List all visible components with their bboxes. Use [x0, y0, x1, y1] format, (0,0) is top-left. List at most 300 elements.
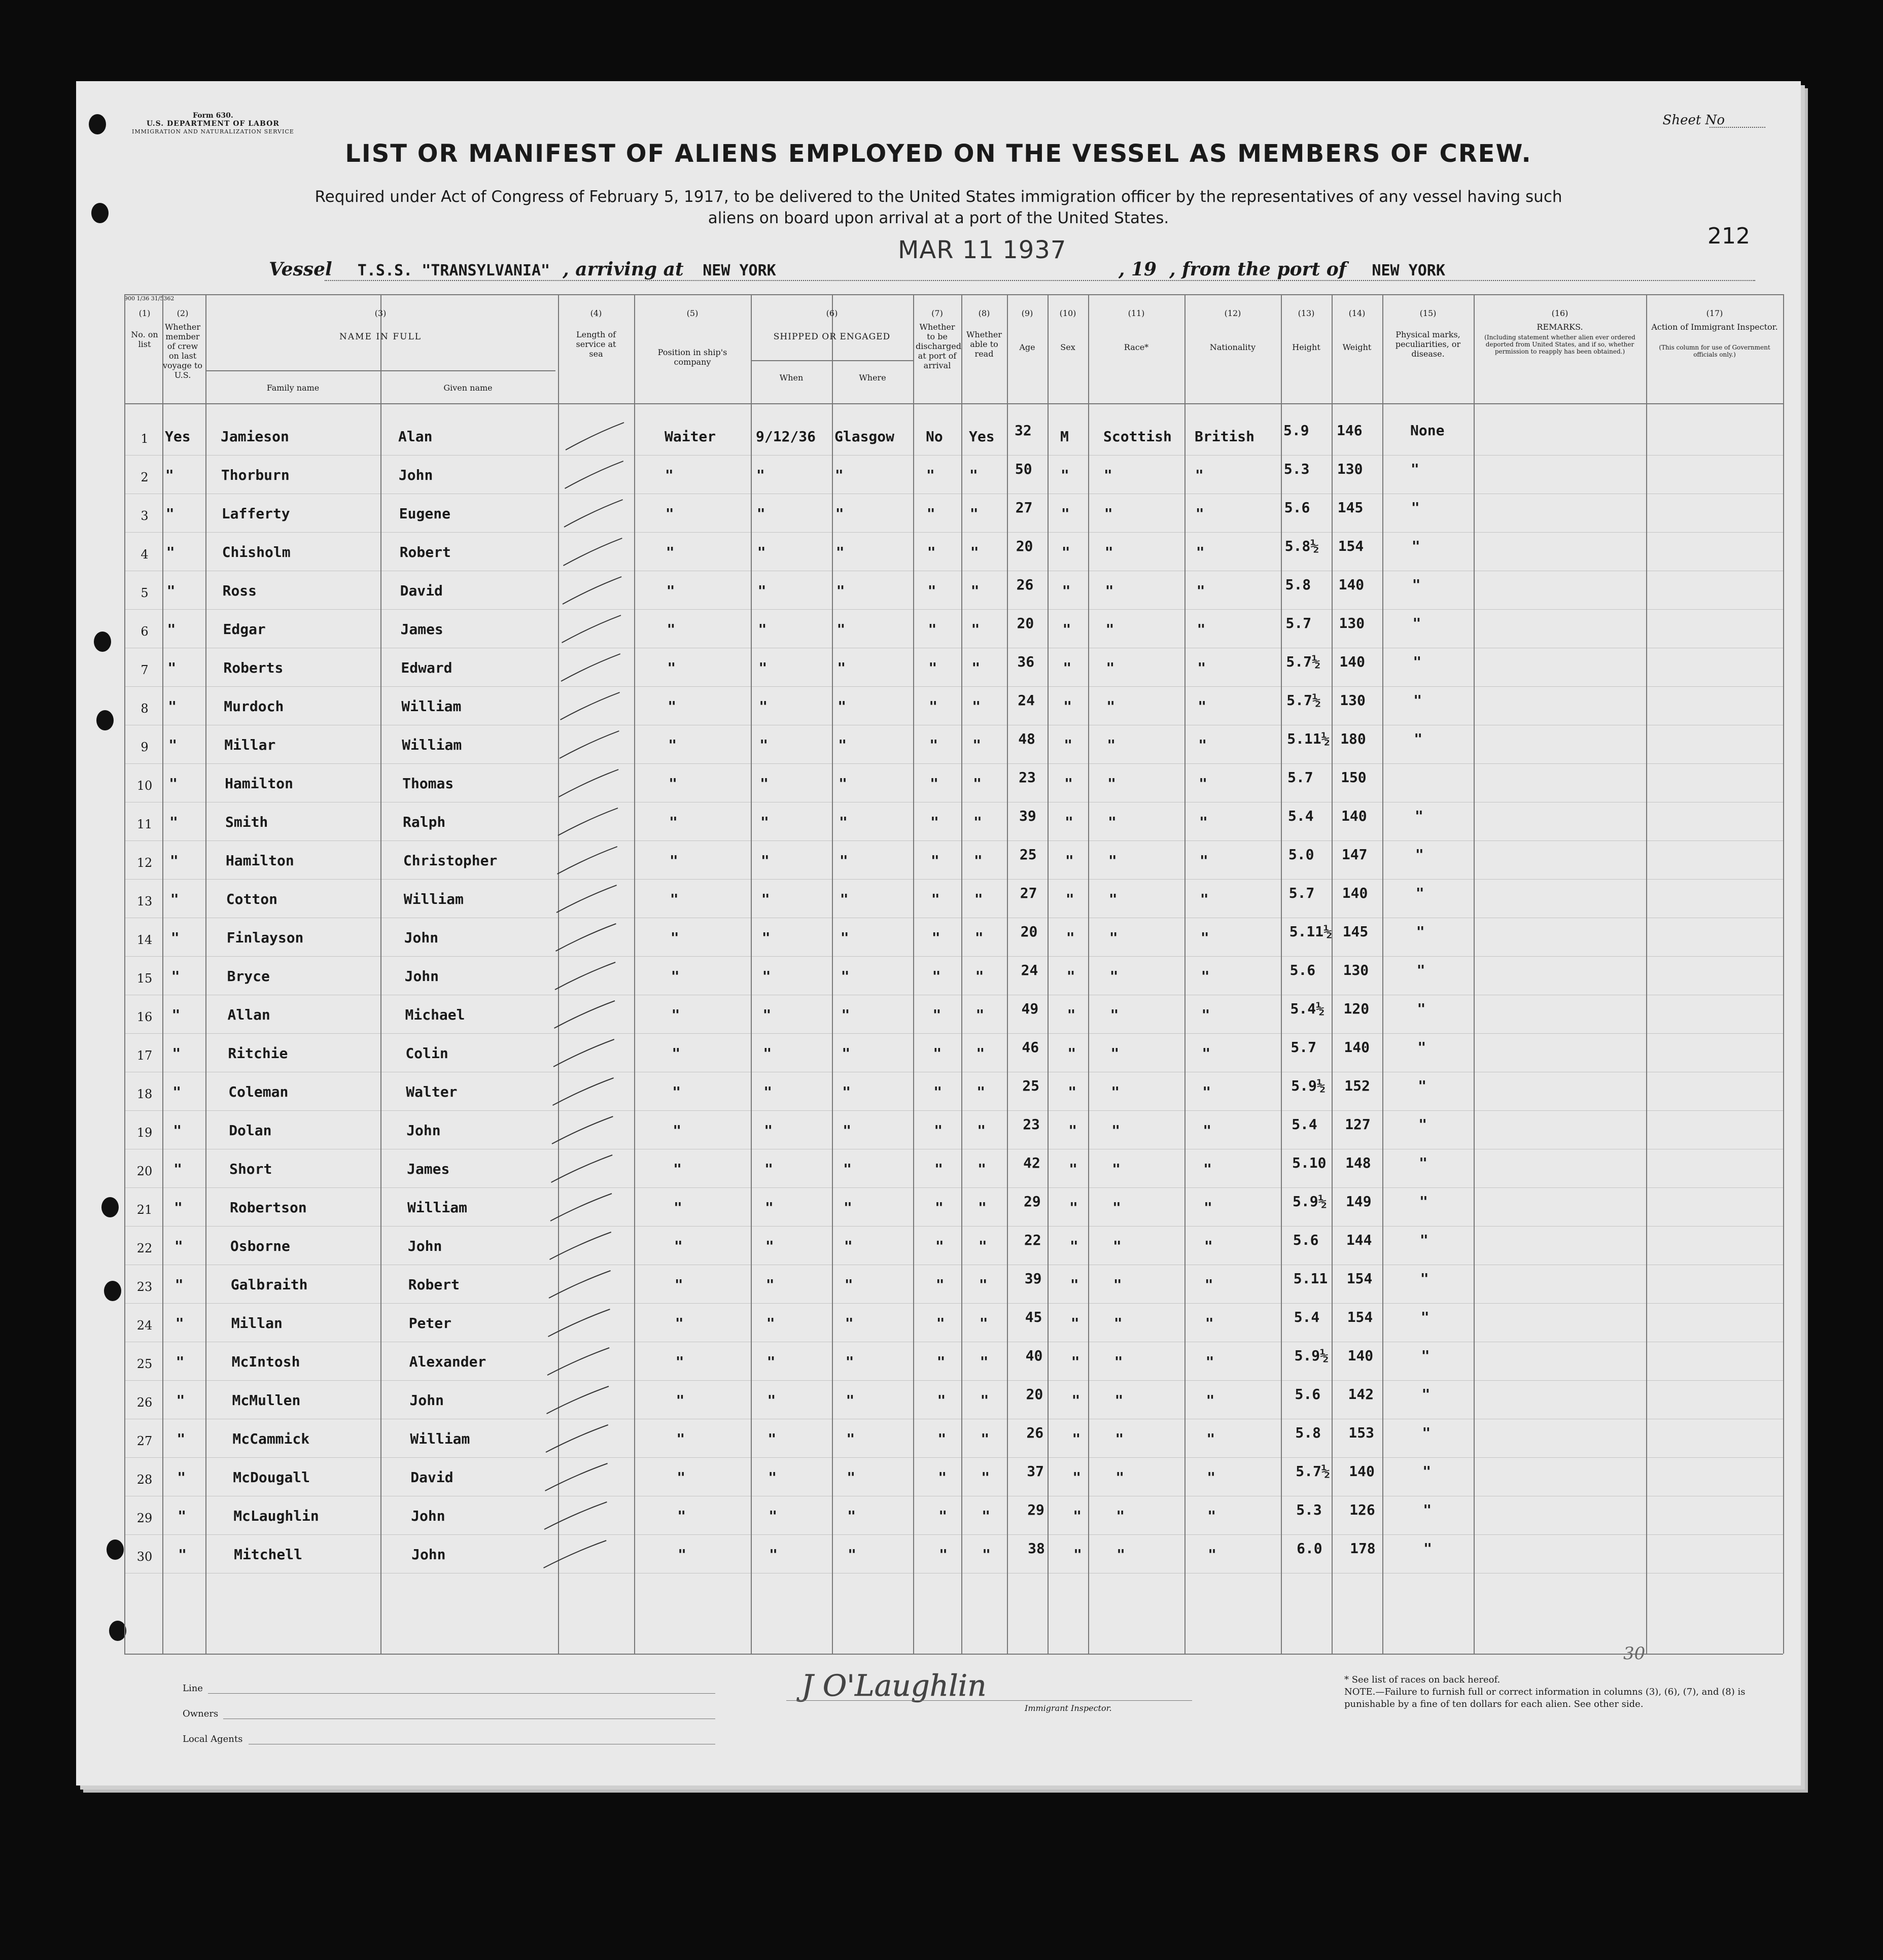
service-slash — [564, 538, 622, 566]
col-where: " — [845, 1353, 854, 1370]
col-given-name: William — [407, 1199, 468, 1216]
col-discharged: " — [934, 1161, 943, 1177]
col-nationality: " — [1198, 698, 1207, 715]
row-number: 10 — [136, 779, 153, 793]
col-nationality: " — [1206, 1392, 1215, 1409]
col-where: " — [837, 659, 846, 676]
col-position: " — [670, 929, 679, 946]
col-height: 5.9½ — [1293, 1193, 1327, 1210]
col-read: " — [975, 1006, 985, 1023]
col-race: " — [1107, 775, 1116, 792]
col-given-name: Robert — [408, 1276, 460, 1293]
col-sex: " — [1060, 467, 1069, 483]
col-family-name: Thorburn — [221, 467, 290, 483]
col-marks: " — [1411, 499, 1420, 516]
col-read: " — [973, 814, 982, 830]
col-age: 23 — [1019, 769, 1036, 786]
col-given-name: John — [406, 1122, 441, 1139]
col-race: " — [1108, 814, 1117, 830]
col-prev-voyage: " — [172, 1045, 181, 1062]
col-prev-voyage: " — [165, 467, 174, 483]
col-marks: " — [1420, 1270, 1429, 1287]
col-position: " — [669, 852, 678, 869]
col-16-num: (16) — [1551, 308, 1568, 318]
col-race: " — [1112, 1161, 1121, 1177]
footnote — [1344, 1674, 1760, 1710]
col-11-num: (11) — [1128, 308, 1145, 318]
col-age: 40 — [1025, 1347, 1043, 1364]
col-age: 20 — [1026, 1386, 1043, 1403]
col-race: " — [1112, 1238, 1122, 1254]
col-given-name: John — [411, 1546, 446, 1563]
service-slash — [561, 654, 620, 681]
col-discharged: " — [926, 505, 935, 522]
col-14-num: (14) — [1348, 308, 1366, 318]
col-2-header: Whether member of crew on last voyage to U.S. — [162, 322, 203, 380]
col-6-header: SHIPPED OR ENGAGED — [773, 332, 891, 342]
col-discharged: " — [933, 1083, 943, 1100]
column-divider — [1088, 294, 1089, 1654]
col-sex: " — [1071, 1353, 1080, 1370]
col-nationality: " — [1202, 1083, 1211, 1100]
col-discharged: " — [933, 1045, 942, 1062]
local-agents-label: Local Agents — [183, 1734, 243, 1744]
col-family-name: McIntosh — [231, 1353, 300, 1370]
line-label: Line — [183, 1683, 203, 1694]
col-nationality: " — [1200, 929, 1209, 946]
col-race: " — [1104, 544, 1113, 561]
row-number: 5 — [141, 586, 149, 600]
punch-hole — [96, 710, 114, 730]
row-number: 24 — [136, 1318, 153, 1333]
col-marks: " — [1412, 615, 1421, 632]
col-sex: " — [1073, 1546, 1082, 1563]
col-when: " — [769, 1546, 778, 1563]
col-when: " — [765, 1199, 774, 1216]
col-prev-voyage: " — [167, 659, 177, 676]
col-age: 26 — [1016, 576, 1034, 593]
column-divider — [1783, 294, 1784, 1654]
col-nationality: " — [1201, 968, 1210, 985]
col-family-name: Bryce — [227, 968, 270, 985]
col-position: " — [675, 1315, 684, 1332]
col-5-header: Position in ship's company — [657, 347, 727, 367]
col-marks: " — [1419, 1154, 1427, 1171]
row-number: 30 — [136, 1550, 153, 1564]
col-when: " — [768, 1430, 777, 1447]
col-when: " — [765, 1276, 775, 1293]
row-number: 15 — [136, 971, 153, 986]
col-marks: " — [1414, 730, 1423, 747]
col-read: " — [974, 891, 983, 907]
where-header: Where — [859, 373, 886, 382]
service-slash — [553, 1039, 614, 1067]
col-age: 36 — [1017, 653, 1035, 670]
row-number: 16 — [136, 1010, 153, 1024]
col-race: " — [1111, 1122, 1121, 1139]
col-weight: 149 — [1346, 1193, 1372, 1210]
col-9-header: Age — [1019, 342, 1035, 352]
col-where: " — [838, 698, 847, 715]
col-marks: " — [1412, 576, 1421, 593]
col-race: " — [1115, 1430, 1124, 1447]
col-where: " — [841, 968, 850, 985]
col-given-name: Michael — [405, 1006, 465, 1023]
col-nationality: " — [1204, 1238, 1213, 1254]
col-read: " — [971, 621, 980, 638]
col-prev-voyage: " — [175, 1276, 184, 1293]
col-height: 5.6 — [1293, 1232, 1319, 1248]
col-when: " — [759, 737, 769, 753]
col-14-header: Weight — [1342, 342, 1372, 352]
col-when: " — [759, 698, 768, 715]
col-weight: 154 — [1338, 538, 1364, 554]
col-16-header: REMARKS. — [1537, 322, 1583, 332]
col-prev-voyage: " — [178, 1508, 187, 1524]
col-prev-voyage: " — [170, 929, 180, 946]
col-read: " — [977, 1122, 986, 1139]
col-read: " — [981, 1430, 990, 1447]
col-marks: " — [1423, 1540, 1432, 1557]
col-position: " — [674, 1238, 683, 1254]
column-divider — [1332, 294, 1333, 1654]
col-height: 5.8 — [1295, 1424, 1321, 1441]
col-height: 5.9½ — [1291, 1077, 1326, 1094]
col-weight: 130 — [1343, 962, 1369, 978]
row-number: 28 — [136, 1473, 153, 1487]
service-slash — [557, 847, 617, 874]
col-where: " — [839, 775, 847, 792]
service-name: IMMIGRATION AND NATURALIZATION SERVICE — [132, 128, 294, 135]
col-family-name: Galbraith — [230, 1276, 308, 1293]
row-number: 4 — [141, 547, 149, 562]
col-given-name: Peter — [408, 1315, 451, 1332]
col-age: 29 — [1024, 1193, 1041, 1210]
col-sex: " — [1064, 737, 1073, 753]
service-slash — [548, 1309, 610, 1337]
col-1-header: No. on list — [131, 330, 158, 349]
col-12-num: (12) — [1224, 308, 1241, 318]
col-age: 50 — [1015, 461, 1032, 477]
col-race: " — [1115, 1469, 1125, 1486]
col-when: " — [767, 1392, 776, 1409]
col-sex: " — [1069, 1238, 1078, 1254]
col-weight: 154 — [1347, 1309, 1373, 1325]
col-given-name: William — [410, 1430, 470, 1447]
col-position: " — [667, 621, 676, 638]
col-when: " — [769, 1508, 778, 1524]
col-given-name: Edward — [401, 659, 452, 676]
service-slash — [561, 692, 620, 720]
col-position: " — [674, 1276, 683, 1293]
col-17-num: (17) — [1706, 308, 1723, 318]
col-where: " — [842, 1083, 851, 1100]
col-read: " — [971, 659, 981, 676]
col-family-name: Allan — [227, 1006, 270, 1023]
col-read: " — [974, 929, 984, 946]
col-nationality: " — [1205, 1315, 1214, 1332]
col-read: " — [970, 544, 979, 561]
col-age: 26 — [1026, 1424, 1044, 1441]
col-7-num: (7) — [931, 308, 943, 318]
service-slash — [559, 769, 619, 797]
row-number: 6 — [141, 624, 149, 639]
col-read: " — [970, 582, 980, 599]
row-number: 20 — [136, 1164, 153, 1178]
from-port-label: , from the port of — [1169, 259, 1347, 280]
col-read: " — [973, 775, 982, 792]
fine-note: NOTE.—Failure to furnish full or correct information in columns (3), (6), (7), and (8) is punishable by a fine of ten dollars for each alien. See other side. — [1344, 1687, 1746, 1709]
col-height: 5.7 — [1291, 1039, 1316, 1056]
col-marks: " — [1419, 1193, 1428, 1210]
when-header: When — [779, 373, 804, 382]
col-height: 5.7 — [1288, 885, 1315, 901]
col-height: 5.7 — [1285, 615, 1312, 632]
col-prev-voyage: " — [171, 968, 180, 985]
col-race: " — [1105, 582, 1114, 599]
service-slash — [555, 962, 615, 990]
column-divider — [124, 294, 125, 1654]
col-when: " — [766, 1353, 776, 1370]
col-nationality: " — [1204, 1199, 1212, 1216]
sheet-no-line — [1710, 127, 1765, 128]
col-height: 5.6 — [1289, 962, 1316, 978]
col-weight: 120 — [1343, 1000, 1370, 1017]
col-weight: 144 — [1346, 1232, 1372, 1248]
col-prev-voyage: " — [169, 852, 179, 869]
col-race: " — [1104, 505, 1113, 522]
col-nationality: " — [1200, 891, 1209, 907]
col-race: " — [1109, 929, 1118, 946]
col-when: " — [761, 891, 770, 907]
col-height: 5.11½ — [1289, 923, 1332, 940]
col-marks: " — [1415, 846, 1424, 863]
col-given-name: William — [401, 698, 462, 715]
col-given-name: John — [411, 1508, 445, 1524]
col-discharged: " — [939, 1546, 948, 1563]
service-slash — [551, 1155, 613, 1182]
col-where: " — [839, 852, 848, 869]
col-race: " — [1113, 1276, 1122, 1293]
col-read: " — [978, 1199, 987, 1216]
col-marks: " — [1416, 923, 1425, 940]
col-discharged: " — [932, 1006, 942, 1023]
col-nationality: " — [1196, 544, 1205, 561]
col-nationality: British — [1195, 428, 1255, 445]
col-marks: " — [1416, 962, 1425, 978]
col-given-name: Ralph — [403, 814, 446, 830]
col-age: 25 — [1019, 846, 1037, 863]
punch-hole — [107, 1539, 124, 1560]
col-race: " — [1110, 1006, 1119, 1023]
col-age: 49 — [1021, 1000, 1039, 1017]
col-when: " — [758, 659, 768, 676]
col-race: " — [1106, 698, 1115, 715]
row-number: 2 — [141, 470, 149, 484]
vessel-label: Vessel — [269, 259, 332, 280]
col-given-name: James — [407, 1161, 450, 1177]
service-slash — [566, 423, 624, 450]
punch-hole — [101, 1197, 119, 1217]
col-family-name: McCammick — [232, 1430, 310, 1447]
col-height: 5.4 — [1292, 1116, 1317, 1133]
col-nationality: " — [1199, 775, 1207, 792]
col-age: 48 — [1018, 730, 1035, 747]
col-when: " — [768, 1469, 777, 1486]
col-nationality: " — [1197, 621, 1206, 638]
col-age: 25 — [1022, 1077, 1040, 1094]
col-position: " — [677, 1508, 686, 1524]
col-discharged: " — [929, 737, 938, 753]
col-where: " — [844, 1199, 852, 1216]
col-height: 5.6 — [1284, 499, 1310, 516]
service-slash — [544, 1541, 607, 1568]
col-discharged: " — [927, 582, 936, 599]
col-marks: None — [1410, 422, 1445, 439]
col-when: " — [763, 1045, 772, 1062]
col-3-header: NAME IN FULL — [339, 332, 422, 342]
service-slash — [544, 1502, 607, 1529]
col-prev-voyage: " — [172, 1083, 182, 1100]
col-age: 20 — [1020, 923, 1038, 940]
col-age: 20 — [1016, 538, 1033, 554]
col-race: " — [1107, 737, 1116, 753]
col-position: " — [675, 1353, 684, 1370]
col-weight: 130 — [1337, 461, 1363, 477]
col-marks: " — [1422, 1424, 1431, 1441]
punch-hole — [109, 1621, 126, 1641]
col-sex: " — [1073, 1508, 1082, 1524]
col-nationality: " — [1202, 1045, 1211, 1062]
row-number: 8 — [141, 702, 149, 716]
column-divider — [913, 294, 914, 1654]
col-nationality: " — [1207, 1469, 1216, 1486]
col-when: " — [766, 1315, 775, 1332]
col-11-header: Race* — [1124, 342, 1149, 352]
col-where: " — [836, 582, 845, 599]
col-position: " — [669, 775, 677, 792]
col-sex: " — [1072, 1430, 1081, 1447]
col-when: " — [765, 1238, 774, 1254]
col-where: " — [839, 814, 848, 830]
col-nationality: " — [1195, 505, 1204, 522]
col-height: 5.7½ — [1296, 1463, 1330, 1480]
col-when: " — [760, 814, 769, 830]
given-name-header: Given name — [443, 383, 493, 393]
col-height: 6.0 — [1297, 1540, 1322, 1557]
sheet-no-label: Sheet No — [1662, 113, 1725, 128]
col-height: 5.8½ — [1284, 538, 1319, 554]
col-prev-voyage: " — [165, 505, 175, 522]
col-read: " — [980, 1392, 989, 1409]
col-position: " — [671, 1006, 680, 1023]
col-where: Glasgow — [834, 428, 895, 445]
col-age: 42 — [1023, 1154, 1040, 1171]
service-slash — [552, 1116, 613, 1144]
col-read: " — [969, 467, 978, 483]
col-race: " — [1116, 1508, 1125, 1524]
service-slash — [562, 615, 621, 643]
owners-label: Owners — [183, 1708, 219, 1719]
col-8-header: Whether able to read — [966, 330, 1002, 359]
col-17-note: (This column for use of Government officials only.) — [1659, 344, 1770, 358]
col-given-name: Thomas — [402, 775, 454, 792]
col-marks: " — [1413, 692, 1422, 709]
col-position: " — [677, 1469, 686, 1486]
col-read: " — [979, 1276, 988, 1293]
col-family-name: Chisholm — [222, 544, 291, 561]
col-height: 5.9 — [1283, 422, 1309, 439]
col-read: " — [972, 737, 982, 753]
col-position: " — [676, 1392, 685, 1409]
col-given-name: James — [400, 621, 443, 638]
col-family-name: Hamilton — [225, 775, 293, 792]
col-weight: 130 — [1340, 692, 1366, 709]
manifest-sheet — [76, 81, 1801, 1786]
col-sex: " — [1070, 1315, 1079, 1332]
service-slash — [556, 885, 617, 913]
col-when: " — [760, 852, 770, 869]
col-prev-voyage: " — [178, 1546, 187, 1563]
col-race: " — [1113, 1315, 1123, 1332]
col-discharged: " — [930, 814, 939, 830]
department-name: U.S. DEPARTMENT OF LABOR — [146, 120, 280, 128]
print-code: 900 1/36 31/5362 — [124, 295, 175, 302]
col-weight: 142 — [1348, 1386, 1374, 1403]
col-age: 46 — [1022, 1039, 1039, 1056]
col-marks: " — [1417, 1039, 1426, 1056]
col-where: " — [835, 544, 845, 561]
vessel-line — [269, 259, 1445, 280]
service-slash — [563, 577, 621, 604]
row-number: 12 — [136, 856, 153, 870]
col-position: " — [678, 1546, 686, 1563]
col-where: " — [844, 1238, 853, 1254]
col-when: " — [756, 467, 765, 483]
col-height: 5.4½ — [1290, 1000, 1324, 1017]
signature-text: J O'Laughlin — [801, 1668, 987, 1703]
col-prev-voyage: " — [169, 814, 178, 830]
column-divider — [1646, 294, 1647, 1654]
col-sex: M — [1060, 428, 1069, 445]
vessel-dotline — [325, 280, 1755, 281]
col-age: 23 — [1023, 1116, 1040, 1133]
col-prev-voyage: " — [169, 775, 178, 792]
col-sex: " — [1065, 852, 1074, 869]
col-12-header: Nationality — [1209, 342, 1256, 352]
col-read: " — [977, 1083, 986, 1100]
col-family-name: Mitchell — [234, 1546, 302, 1563]
col-prev-voyage: " — [170, 891, 179, 907]
col-race: " — [1112, 1199, 1121, 1216]
col-position: " — [668, 737, 677, 753]
col-height: 5.11 — [1293, 1270, 1328, 1287]
service-slash — [560, 731, 619, 758]
col-prev-voyage: " — [168, 698, 177, 715]
arriving-port: NEW YORK — [703, 262, 776, 279]
col-height: 5.7 — [1287, 769, 1313, 786]
from-port: NEW YORK — [1372, 262, 1445, 279]
column-divider — [1007, 294, 1008, 1654]
column-divider — [1048, 294, 1049, 1654]
col-sex: " — [1071, 1392, 1080, 1409]
col-nationality: " — [1205, 1353, 1214, 1370]
col-age: 39 — [1024, 1270, 1042, 1287]
service-slash — [558, 808, 618, 835]
col-height: 5.4 — [1294, 1309, 1320, 1325]
col-4-num: (4) — [590, 308, 602, 318]
row-number: 26 — [136, 1395, 153, 1410]
